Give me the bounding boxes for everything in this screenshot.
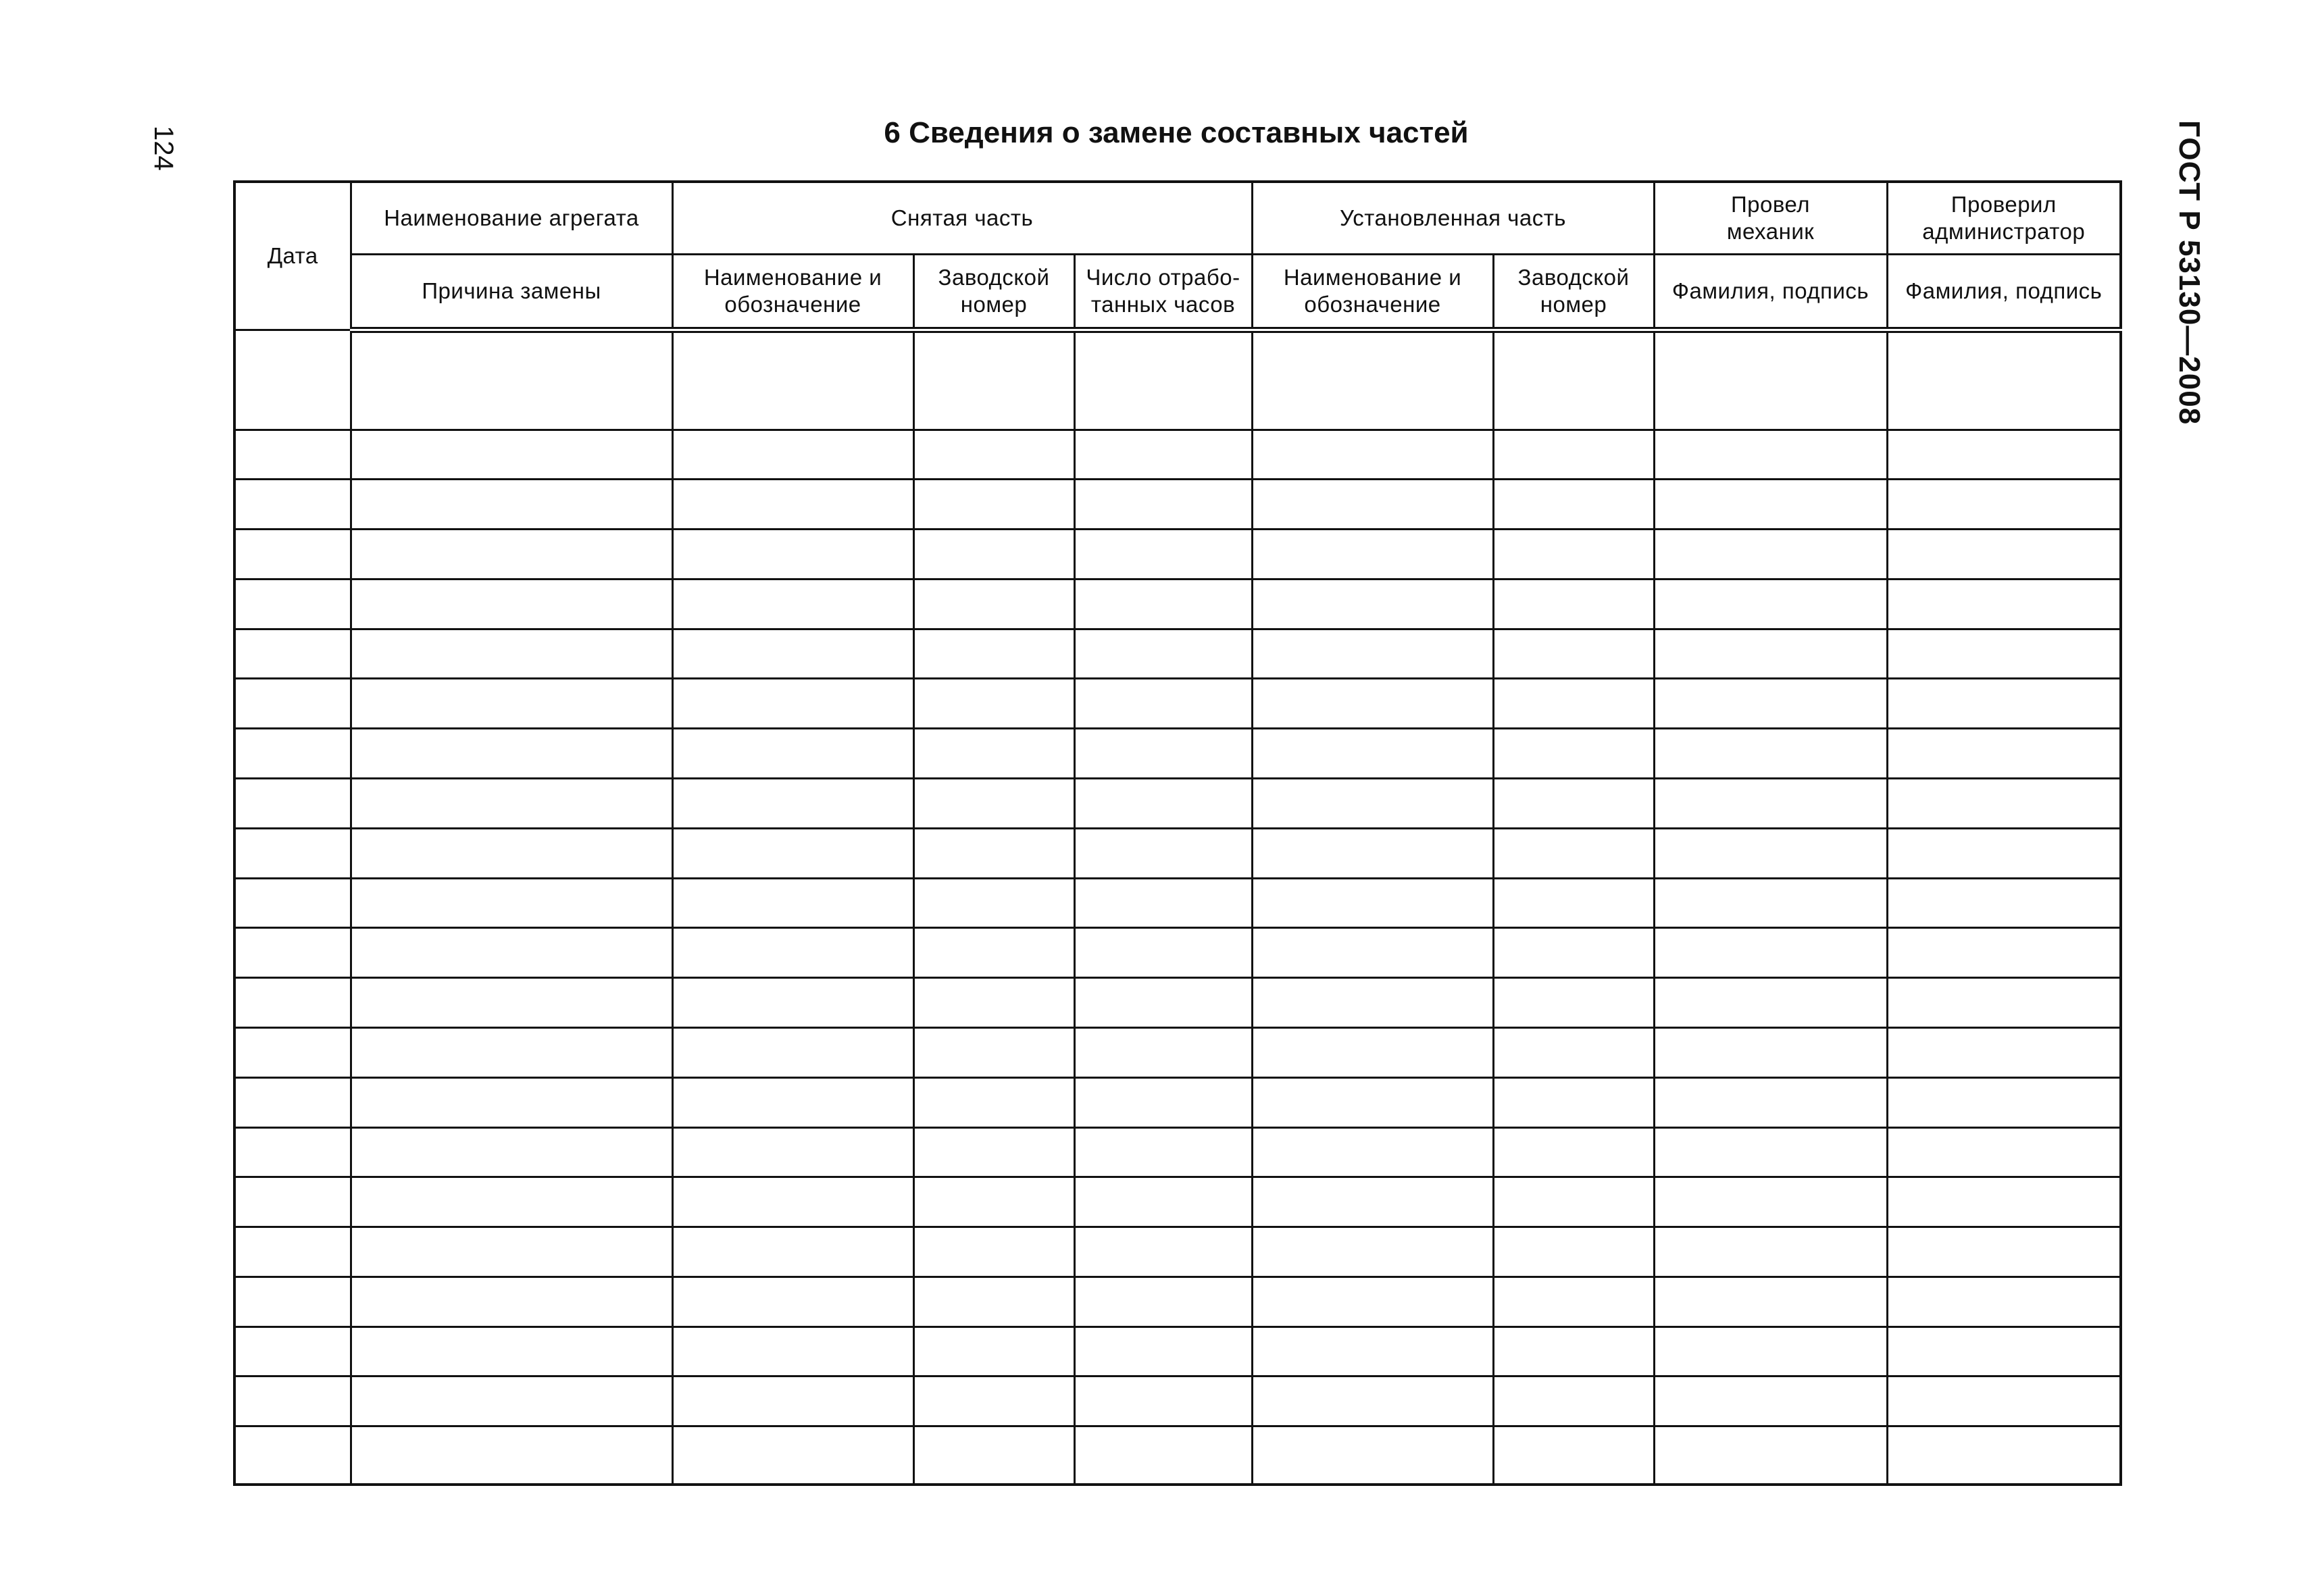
replacement-parts-table: [233, 180, 2122, 1486]
table-cell[interactable]: [1493, 679, 1654, 729]
table-row: [234, 1277, 2121, 1327]
table-cell[interactable]: [1074, 1227, 1252, 1277]
table-cell[interactable]: [1493, 978, 1654, 1028]
table-cell[interactable]: [1074, 1127, 1252, 1177]
table-cell[interactable]: [1493, 1376, 1654, 1426]
table-cell[interactable]: [1074, 430, 1252, 480]
table-cell[interactable]: [1887, 928, 2121, 978]
table-cell[interactable]: [913, 579, 1074, 629]
table-cell[interactable]: [672, 579, 913, 629]
table-cell[interactable]: [1887, 1327, 2121, 1376]
table-cell[interactable]: [1074, 1327, 1252, 1376]
table-cell[interactable]: [1493, 729, 1654, 779]
table-cell[interactable]: [1887, 480, 2121, 530]
table-cell[interactable]: [1887, 729, 2121, 779]
table-cell[interactable]: [1074, 679, 1252, 729]
table-cell[interactable]: [1654, 1127, 1887, 1177]
header-row-bottom: [234, 255, 2121, 330]
table-cell[interactable]: [1887, 1277, 2121, 1327]
table-cell[interactable]: [1252, 530, 1493, 580]
table-cell[interactable]: [1074, 480, 1252, 530]
table-cell[interactable]: [234, 579, 351, 629]
table-cell[interactable]: [351, 828, 672, 878]
table-cell[interactable]: [1493, 878, 1654, 928]
table-cell[interactable]: [1252, 330, 1493, 430]
table-cell[interactable]: [1252, 828, 1493, 878]
table-cell[interactable]: [234, 629, 351, 679]
table-cell[interactable]: [1654, 1426, 1887, 1485]
table-cell[interactable]: [913, 1077, 1074, 1127]
table-cell[interactable]: [913, 629, 1074, 679]
table-cell[interactable]: [672, 878, 913, 928]
table-cell[interactable]: [1074, 530, 1252, 580]
table-cell[interactable]: [234, 779, 351, 829]
table-cell[interactable]: [351, 878, 672, 928]
table-cell[interactable]: [1493, 1227, 1654, 1277]
table-cell[interactable]: [234, 679, 351, 729]
table-row: [234, 1376, 2121, 1426]
table-cell[interactable]: [234, 430, 351, 480]
table-cell[interactable]: [234, 978, 351, 1028]
table-cell[interactable]: [1654, 1376, 1887, 1426]
table-cell[interactable]: [1074, 1277, 1252, 1327]
table-cell[interactable]: [1252, 1227, 1493, 1277]
table-cell[interactable]: [1654, 1077, 1887, 1127]
table-cell[interactable]: [672, 330, 913, 430]
table-cell[interactable]: [1654, 1277, 1887, 1327]
table-cell[interactable]: [351, 330, 672, 430]
table-cell[interactable]: [1654, 978, 1887, 1028]
table-cell[interactable]: [1493, 430, 1654, 480]
table-cell[interactable]: [672, 1027, 913, 1077]
table-cell[interactable]: [234, 1077, 351, 1127]
table-cell[interactable]: [1252, 1077, 1493, 1127]
table-cell[interactable]: [1074, 729, 1252, 779]
table-cell[interactable]: [234, 1277, 351, 1327]
header-replacement-reason: Причина замены: [351, 255, 672, 330]
table-cell[interactable]: [1654, 480, 1887, 530]
table-cell[interactable]: [1493, 629, 1654, 679]
table-cell[interactable]: [672, 1077, 913, 1127]
table-cell[interactable]: [1493, 1277, 1654, 1327]
table-cell[interactable]: [1252, 679, 1493, 729]
table-row: [234, 330, 2121, 430]
table-cell[interactable]: [351, 1077, 672, 1127]
table-cell[interactable]: [1252, 729, 1493, 779]
table-cell[interactable]: [1493, 1327, 1654, 1376]
table-cell[interactable]: [1074, 1426, 1252, 1485]
page-title: 6 Сведения о замене составных частей: [884, 116, 1469, 149]
table-row: [234, 629, 2121, 679]
header-installed-part: Установленная часть: [1252, 182, 1654, 255]
document-code: ГОСТ Р 53130—2008: [2173, 120, 2206, 426]
table-cell[interactable]: [913, 1027, 1074, 1077]
table-row: [234, 878, 2121, 928]
table-cell[interactable]: [1654, 928, 1887, 978]
table-cell[interactable]: [1252, 779, 1493, 829]
table-cell[interactable]: [1887, 878, 2121, 928]
header-date: Дата: [234, 182, 351, 330]
table-cell[interactable]: [351, 1127, 672, 1177]
table-cell[interactable]: [1887, 1027, 2121, 1077]
table-row: [234, 480, 2121, 530]
table-cell[interactable]: [234, 1376, 351, 1426]
table-cell[interactable]: [351, 779, 672, 829]
table-row: [234, 1227, 2121, 1277]
table-cell[interactable]: [1654, 729, 1887, 779]
table-cell[interactable]: [1252, 878, 1493, 928]
table-row: [234, 1426, 2121, 1485]
table-cell[interactable]: [672, 779, 913, 829]
table-cell[interactable]: [351, 530, 672, 580]
table-row: [234, 1027, 2121, 1077]
header-installed-name: Наименование и обозначение: [1252, 255, 1493, 330]
table-cell[interactable]: [672, 530, 913, 580]
table-cell[interactable]: [234, 330, 351, 430]
table-row: [234, 779, 2121, 829]
table-cell[interactable]: [1252, 579, 1493, 629]
table-cell[interactable]: [1654, 530, 1887, 580]
table-cell[interactable]: [672, 1177, 913, 1227]
table-cell[interactable]: [913, 1227, 1074, 1277]
table-cell[interactable]: [234, 1177, 351, 1227]
table-cell[interactable]: [351, 480, 672, 530]
table-cell[interactable]: [1887, 1077, 2121, 1127]
header-removed-serial: Заводской номер: [913, 255, 1074, 330]
table-cell[interactable]: [1074, 928, 1252, 978]
table-cell[interactable]: [351, 629, 672, 679]
table-row: [234, 1327, 2121, 1376]
table-row: [234, 1127, 2121, 1177]
table-cell[interactable]: [1887, 629, 2121, 679]
table-cell[interactable]: [672, 928, 913, 978]
table-cell[interactable]: [1074, 1376, 1252, 1426]
table-cell[interactable]: [1074, 978, 1252, 1028]
header-row-top: [234, 182, 2121, 255]
table-cell[interactable]: [1493, 480, 1654, 530]
table-cell[interactable]: [1493, 1077, 1654, 1127]
table-cell[interactable]: [1252, 1177, 1493, 1227]
table-cell[interactable]: [1252, 1327, 1493, 1376]
table-cell[interactable]: [1252, 430, 1493, 480]
table-row: [234, 978, 2121, 1028]
table-cell[interactable]: [1493, 579, 1654, 629]
table-cell[interactable]: [351, 1027, 672, 1077]
table-cell[interactable]: [234, 878, 351, 928]
table-row: [234, 828, 2121, 878]
table-cell[interactable]: [1887, 1177, 2121, 1227]
table-cell[interactable]: [1654, 579, 1887, 629]
table-row: [234, 430, 2121, 480]
table-row: [234, 1177, 2121, 1227]
table-cell[interactable]: [1654, 1327, 1887, 1376]
table-row: [234, 1077, 2121, 1127]
table-cell[interactable]: [351, 1177, 672, 1227]
table-cell[interactable]: [1252, 629, 1493, 679]
table-cell[interactable]: [1887, 978, 2121, 1028]
header-removed-name: Наименование и обозначение: [672, 255, 913, 330]
table-cell[interactable]: [1074, 330, 1252, 430]
table-cell[interactable]: [1493, 330, 1654, 430]
table-cell[interactable]: [234, 1127, 351, 1177]
table-cell[interactable]: [672, 1127, 913, 1177]
table-cell[interactable]: [1493, 828, 1654, 878]
table-cell[interactable]: [913, 1277, 1074, 1327]
table-cell[interactable]: [1074, 1027, 1252, 1077]
table-cell[interactable]: [1654, 1177, 1887, 1227]
table-cell[interactable]: [351, 1327, 672, 1376]
header-removed-part: Снятая часть: [672, 182, 1252, 255]
table-cell[interactable]: [1252, 1426, 1493, 1485]
page-number: 124: [149, 126, 178, 171]
table-cell[interactable]: [351, 679, 672, 729]
table-row: [234, 679, 2121, 729]
table-cell[interactable]: [234, 530, 351, 580]
table-cell[interactable]: [351, 579, 672, 629]
table-cell[interactable]: [672, 978, 913, 1028]
table-cell[interactable]: [1252, 1127, 1493, 1177]
table-cell[interactable]: [351, 978, 672, 1028]
table-cell[interactable]: [913, 1376, 1074, 1426]
table-cell[interactable]: [1493, 1426, 1654, 1485]
header-administrator-signature: Фамилия, подпись: [1887, 255, 2121, 330]
table-cell[interactable]: [1252, 1027, 1493, 1077]
table-cell[interactable]: [913, 828, 1074, 878]
table-cell[interactable]: [1493, 1177, 1654, 1227]
table-cell[interactable]: [913, 679, 1074, 729]
table-cell[interactable]: [913, 480, 1074, 530]
table-cell[interactable]: [1654, 430, 1887, 480]
table-cell[interactable]: [672, 729, 913, 779]
table-cell[interactable]: [672, 679, 913, 729]
table-cell[interactable]: [672, 1277, 913, 1327]
table-cell[interactable]: [1887, 1426, 2121, 1485]
table-cell[interactable]: [234, 729, 351, 779]
header-unit-name: Наименование агрегата: [351, 182, 672, 255]
table-cell[interactable]: [351, 430, 672, 480]
table-cell[interactable]: [913, 330, 1074, 430]
table-cell[interactable]: [913, 978, 1074, 1028]
table-cell[interactable]: [1654, 1227, 1887, 1277]
table-cell[interactable]: [1493, 928, 1654, 978]
table-cell[interactable]: [1654, 679, 1887, 729]
table-cell[interactable]: [234, 480, 351, 530]
table-cell[interactable]: [672, 1426, 913, 1485]
table-cell[interactable]: [913, 430, 1074, 480]
table-cell[interactable]: [1074, 779, 1252, 829]
table-cell[interactable]: [1887, 530, 2121, 580]
table-cell[interactable]: [234, 828, 351, 878]
table-cell[interactable]: [1493, 779, 1654, 829]
table-cell[interactable]: [672, 1327, 913, 1376]
table-cell[interactable]: [913, 1177, 1074, 1227]
table-cell[interactable]: [1887, 779, 2121, 829]
table-cell[interactable]: [1074, 1177, 1252, 1227]
table-cell[interactable]: [1887, 430, 2121, 480]
table-cell[interactable]: [1493, 1027, 1654, 1077]
table-cell[interactable]: [1252, 978, 1493, 1028]
header-installed-serial: Заводской номер: [1493, 255, 1654, 330]
table-row: [234, 928, 2121, 978]
table-cell[interactable]: [351, 1376, 672, 1426]
table-cell[interactable]: [672, 430, 913, 480]
header-mechanic: Провел механик: [1654, 182, 1887, 255]
table-cell[interactable]: [234, 928, 351, 978]
table-cell[interactable]: [351, 928, 672, 978]
table-cell[interactable]: [913, 779, 1074, 829]
table-cell[interactable]: [234, 1027, 351, 1077]
table-cell[interactable]: [351, 1227, 672, 1277]
table-cell[interactable]: [913, 1426, 1074, 1485]
table-cell[interactable]: [1074, 1077, 1252, 1127]
table-cell[interactable]: [1654, 330, 1887, 430]
table-cell[interactable]: [913, 530, 1074, 580]
table-cell[interactable]: [234, 1426, 351, 1485]
table-cell[interactable]: [351, 1426, 672, 1485]
table-body: [234, 330, 2121, 1485]
table-cell[interactable]: [1493, 530, 1654, 580]
table-cell[interactable]: [1074, 629, 1252, 679]
table-cell[interactable]: [234, 1327, 351, 1376]
table-cell[interactable]: [1887, 1227, 2121, 1277]
table-cell[interactable]: [1654, 828, 1887, 878]
table-cell[interactable]: [913, 928, 1074, 978]
table-cell[interactable]: [1252, 1277, 1493, 1327]
table-cell[interactable]: [1074, 878, 1252, 928]
table-cell[interactable]: [1074, 579, 1252, 629]
table-cell[interactable]: [1887, 330, 2121, 430]
table-cell[interactable]: [351, 729, 672, 779]
table-cell[interactable]: [234, 1227, 351, 1277]
table-cell[interactable]: [913, 878, 1074, 928]
table-cell[interactable]: [1887, 828, 2121, 878]
table-cell[interactable]: [913, 1127, 1074, 1177]
table-cell[interactable]: [351, 1277, 672, 1327]
table-cell[interactable]: [1887, 579, 2121, 629]
table-cell[interactable]: [1654, 629, 1887, 679]
table-cell[interactable]: [672, 1376, 913, 1426]
table-cell[interactable]: [1654, 1027, 1887, 1077]
table-cell[interactable]: [1252, 480, 1493, 530]
table-cell[interactable]: [672, 828, 913, 878]
table-cell[interactable]: [1074, 828, 1252, 878]
table-cell[interactable]: [672, 480, 913, 530]
header-administrator: Проверил администратор: [1887, 182, 2121, 255]
table-cell[interactable]: [672, 629, 913, 679]
header-removed-hours: Число отрабо- танных часов: [1074, 255, 1252, 330]
table-row: [234, 530, 2121, 580]
table-row: [234, 579, 2121, 629]
table-cell[interactable]: [1887, 1127, 2121, 1177]
table-cell[interactable]: [1654, 878, 1887, 928]
table-row: [234, 729, 2121, 779]
table-cell[interactable]: [1887, 679, 2121, 729]
table-cell[interactable]: [1252, 1376, 1493, 1426]
header-mechanic-signature: Фамилия, подпись: [1654, 255, 1887, 330]
table-cell[interactable]: [1654, 779, 1887, 829]
table-cell[interactable]: [1887, 1376, 2121, 1426]
table-cell[interactable]: [1252, 928, 1493, 978]
table-cell[interactable]: [672, 1227, 913, 1277]
table-cell[interactable]: [913, 1327, 1074, 1376]
table-cell[interactable]: [1493, 1127, 1654, 1177]
table-cell[interactable]: [913, 729, 1074, 779]
